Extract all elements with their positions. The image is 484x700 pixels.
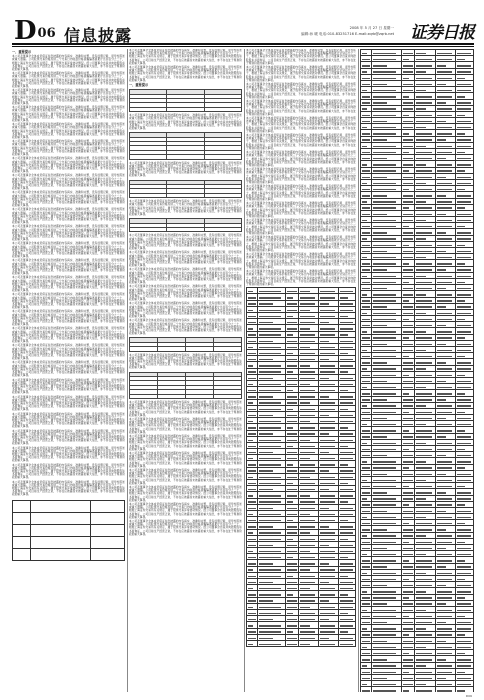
table-cell: [415, 687, 435, 692]
financial-table: [129, 180, 242, 199]
text-column-1: [12, 49, 125, 692]
newspaper-logo: 证券日报: [410, 23, 474, 43]
article-paragraph: 本公司及董事会全体成员保证信息披露的内容真实、准确和完整，没有虚假记载、误导性陈述或重大遗漏。公司股票交易价格连续三个交易日内收盘价格涨幅偏离值累计达到百分之二十，根据上海证券交易所有关规定，属于股票交易异常波动情况。经公司董事会自查并向控股股东书面询证，公司目前生产经营正常，不存在应披露而未披露的重大信息，亦不存在处于筹划阶段的重大事项。: [12, 327, 125, 344]
article-paragraph: 本公司及董事会全体成员保证信息披露的内容真实、准确和完整，没有虚假记载、误导性陈述或重大遗漏。公司股票交易价格连续三个交易日内收盘价格涨幅偏离值累计达到百分之二十，根据上海证券交易所有关规定，属于股票交易异常波动情况。经公司董事会自查并向控股股东书面询证，公司目前生产经营正常，不存在应披露而未披露的重大信息，亦不存在处于筹划阶段的重大事项。: [129, 161, 242, 178]
masthead-rule-thin: [12, 46, 474, 47]
article-paragraph: 本公司及董事会全体成员保证信息披露的内容真实、准确和完整，没有虚假记载、误导性陈述或重大遗漏。公司股票交易价格连续三个交易日内收盘价格涨幅偏离值累计达到百分之二十，根据上海证券交易所有关规定，属于股票交易异常波动情况。经公司董事会自查并向控股股东书面询证，公司目前生产经营正常，不存在应披露而未披露的重大信息，亦不存在处于筹划阶段的重大事项。: [129, 234, 242, 251]
article-paragraph: 本公司及董事会全体成员保证信息披露的内容真实、准确和完整，没有虚假记载、误导性陈述或重大遗漏。公司股票交易价格连续三个交易日内收盘价格涨幅偏离值累计达到百分之二十，根据上海证券交易所有关规定，属于股票交易异常波动情况。经公司董事会自查并向控股股东书面询证，公司目前生产经营正常，不存在应披露而未披露的重大信息，亦不存在处于筹划阶段的重大事项。: [12, 310, 125, 327]
disclosure-table: [12, 500, 125, 561]
article-paragraph: 本公司及董事会全体成员保证信息披露的内容真实、准确和完整，没有虚假记载、误导性陈述或重大遗漏。公司股票交易价格连续三个交易日内收盘价格涨幅偏离值累计达到百分之二十，根据上海证券交易所有关规定，属于股票交易异常波动情况。经公司董事会自查并向控股股东书面询证，公司目前生产经营正常，不存在应披露而未披露的重大信息，亦不存在处于筹划阶段的重大事项。: [129, 268, 242, 285]
article-paragraph: 本公司及董事会全体成员保证信息披露的内容真实、准确和完整，没有虚假记载、误导性陈述或重大遗漏。公司股票交易价格连续三个交易日内收盘价格涨幅偏离值累计达到百分之二十，根据上海证券交易所有关规定，属于股票交易异常波动情况。经公司董事会自查并向控股股东书面询证，公司目前生产经营正常，不存在应披露而未披露的重大信息，亦不存在处于筹划阶段的重大事项。: [129, 520, 242, 536]
article-paragraph: 本公司及董事会全体成员保证信息披露的内容真实、准确和完整，没有虚假记载、误导性陈述或重大遗漏。公司股票交易价格连续三个交易日内收盘价格涨幅偏离值累计达到百分之二十，根据上海证券交易所有关规定，属于股票交易异常波动情况。经公司董事会自查并向控股股东书面询证，公司目前生产经营正常，不存在应披露而未披露的重大信息，亦不存在处于筹划阶段的重大事项。: [129, 469, 242, 485]
article-paragraph: 本公司及董事会全体成员保证信息披露的内容真实、准确和完整，没有虚假记载、误导性陈述或重大遗漏。公司股票交易价格连续三个交易日内收盘价格涨幅偏离值累计达到百分之二十，根据上海证券交易所有关规定，属于股票交易异常波动情况。经公司董事会自查并向控股股东书面询证，公司目前生产经营正常，不存在应披露而未披露的重大信息，亦不存在处于筹划阶段的重大事项。: [129, 400, 242, 417]
table-cell: [372, 687, 401, 692]
table-cell: [286, 640, 299, 646]
article-paragraph: 本公司及董事会全体成员保证信息披露的内容真实、准确和完整，没有虚假记载、误导性陈述或重大遗漏。公司股票交易价格连续三个交易日内收盘价格涨幅偏离值累计达到百分之二十，根据上海证券交易所有关规定，属于股票交易异常波动情况。经公司董事会自查并向控股股东书面询证，公司目前生产经营正常，不存在应披露而未披露的重大信息，亦不存在处于筹划阶段的重大事项。: [246, 185, 356, 201]
article-paragraph: 本公司及董事会全体成员保证信息披露的内容真实、准确和完整，没有虚假记载、误导性陈述或重大遗漏。公司股票交易价格连续三个交易日内收盘价格涨幅偏离值累计达到百分之二十，根据上海证券交易所有关规定，属于股票交易异常波动情况。经公司董事会自查并向控股股东书面询证，公司目前生产经营正常，不存在应披露而未披露的重大信息，亦不存在处于筹划阶段的重大事项。: [12, 208, 125, 225]
article-paragraph: 本公司及董事会全体成员保证信息披露的内容真实、准确和完整，没有虚假记载、误导性陈述或重大遗漏。公司股票交易价格连续三个交易日内收盘价格涨幅偏离值累计达到百分之二十，根据上海证券交易所有关规定，属于股票交易异常波动情况。经公司董事会自查并向控股股东书面询证，公司目前生产经营正常，不存在应披露而未披露的重大信息，亦不存在处于筹划阶段的重大事项。: [129, 302, 242, 319]
article-paragraph: 本公司及董事会全体成员保证信息披露的内容真实、准确和完整，没有虚假记载、误导性陈述或重大遗漏。公司股票交易价格连续三个交易日内收盘价格涨幅偏离值累计达到百分之二十，根据上海证券交易所有关规定，属于股票交易异常波动情况。经公司董事会自查并向控股股东书面询证，公司目前生产经营正常，不存在应披露而未披露的重大信息，亦不存在处于筹划阶段的重大事项。: [129, 486, 242, 502]
article-paragraph: 本公司及董事会全体成员保证信息披露的内容真实、准确和完整，没有虚假记载、误导性陈述或重大遗漏。公司股票交易价格连续三个交易日内收盘价格涨幅偏离值累计达到百分之二十，根据上海证券交易所有关规定，属于股票交易异常波动情况。经公司董事会自查并向控股股东书面询证，公司目前生产经营正常，不存在应披露而未披露的重大信息，亦不存在处于筹划阶段的重大事项。: [246, 49, 356, 65]
article-paragraph: 本公司及董事会全体成员保证信息披露的内容真实、准确和完整，没有虚假记载、误导性陈述或重大遗漏。公司股票交易价格连续三个交易日内收盘价格涨幅偏离值累计达到百分之二十，根据上海证券交易所有关规定，属于股票交易异常波动情况。经公司董事会自查并向控股股东书面询证，公司目前生产经营正常，不存在应披露而未披露的重大信息，亦不存在处于筹划阶段的重大事项。: [129, 200, 242, 216]
article-paragraph: 本公司及董事会全体成员保证信息披露的内容真实、准确和完整，没有虚假记载、误导性陈述或重大遗漏。公司股票交易价格连续三个交易日内收盘价格涨幅偏离值累计达到百分之二十，根据上海证券交易所有关规定，属于股票交易异常波动情况。经公司董事会自查并向控股股东书面询证，公司目前生产经营正常，不存在应披露而未披露的重大信息，亦不存在处于筹划阶段的重大事项。: [129, 503, 242, 519]
masthead: [0, 0, 484, 46]
article-paragraph: 本公司及董事会全体成员保证信息披露的内容真实、准确和完整，没有虚假记载、误导性陈述或重大遗漏。公司股票交易价格连续三个交易日内收盘价格涨幅偏离值累计达到百分之二十，根据上海证券交易所有关规定，属于股票交易异常波动情况。经公司董事会自查并向控股股东书面询证，公司目前生产经营正常，不存在应披露而未披露的重大信息，亦不存在处于筹划阶段的重大事项。: [12, 259, 125, 276]
financial-table: [129, 218, 242, 232]
article-paragraph: 本公司及董事会全体成员保证信息披露的内容真实、准确和完整，没有虚假记载、误导性陈述或重大遗漏。公司股票交易价格连续三个交易日内收盘价格涨幅偏离值累计达到百分之二十，根据上海证券交易所有关规定，属于股票交易异常波动情况。经公司董事会自查并向控股股东书面询证，公司目前生产经营正常，不存在应披露而未披露的重大信息，亦不存在处于筹划阶段的重大事项。: [246, 83, 356, 99]
article-paragraph: 本公司及董事会全体成员保证信息披露的内容真实、准确和完整，没有虚假记载、误导性陈述或重大遗漏。公司股票交易价格连续三个交易日内收盘价格涨幅偏离值累计达到百分之二十，根据上海证券交易所有关规定，属于股票交易异常波动情况。经公司董事会自查并向控股股东书面询证，公司目前生产经营正常，不存在应披露而未披露的重大信息，亦不存在处于筹划阶段的重大事项。: [12, 344, 125, 361]
article-heading: 一、重要提示: [129, 83, 149, 88]
article-paragraph: 本公司及董事会全体成员保证信息披露的内容真实、准确和完整，没有虚假记载、误导性陈述或重大遗漏。公司股票交易价格连续三个交易日内收盘价格涨幅偏离值累计达到百分之二十，根据上海证券交易所有关规定，属于股票交易异常波动情况。经公司董事会自查并向控股股东书面询证，公司目前生产经营正常，不存在应披露而未披露的重大信息，亦不存在处于筹划阶段的重大事项。: [12, 89, 125, 106]
table-cell: [257, 640, 285, 646]
article-paragraph: 本公司及董事会全体成员保证信息披露的内容真实、准确和完整，没有虚假记载、误导性陈述或重大遗漏。公司股票交易价格连续三个交易日内收盘价格涨幅偏离值累计达到百分之二十，根据上海证券交易所有关规定，属于股票交易异常波动情况。经公司董事会自查并向控股股东书面询证，公司目前生产经营正常，不存在应披露而未披露的重大信息，亦不存在处于筹划阶段的重大事项。: [12, 242, 125, 259]
table-cell: [435, 687, 455, 692]
masthead-rule: [12, 43, 474, 45]
editor-contact: 编辑:孙 暖 电话:010-83251716 E-mail:zqrb@zqrb.net: [301, 32, 394, 36]
article-paragraph: 本公司及董事会全体成员保证信息披露的内容真实、准确和完整，没有虚假记载、误导性陈述或重大遗漏。公司股票交易价格连续三个交易日内收盘价格涨幅偏离值累计达到百分之二十，根据上海证券交易所有关规定，属于股票交易异常波动情况。经公司董事会自查并向控股股东书面询证，公司目前生产经营正常，不存在应披露而未披露的重大信息，亦不存在处于筹划阶段的重大事项。: [12, 276, 125, 293]
article-paragraph: 本公司及董事会全体成员保证信息披露的内容真实、准确和完整，没有虚假记载、误导性陈述或重大遗漏。公司股票交易价格连续三个交易日内收盘价格涨幅偏离值累计达到百分之二十，根据上海证券交易所有关规定，属于股票交易异常波动情况。经公司董事会自查并向控股股东书面询证，公司目前生产经营正常，不存在应披露而未披露的重大信息，亦不存在处于筹划阶段的重大事项。: [12, 395, 125, 412]
article-paragraph: 本公司及董事会全体成员保证信息披露的内容真实、准确和完整，没有虚假记载、误导性陈述或重大遗漏。公司股票交易价格连续三个交易日内收盘价格涨幅偏离值累计达到百分之二十，根据上海证券交易所有关规定，属于股票交易异常波动情况。经公司董事会自查并向控股股东书面询证，公司目前生产经营正常，不存在应披露而未披露的重大信息，亦不存在处于筹划阶段的重大事项。: [129, 285, 242, 302]
financial-table: [129, 89, 242, 112]
article-paragraph: 本公司及董事会全体成员保证信息披露的内容真实、准确和完整，没有虚假记载、误导性陈述或重大遗漏。公司股票交易价格连续三个交易日内收盘价格涨幅偏离值累计达到百分之二十，根据上海证券交易所有关规定，属于股票交易异常波动情况。经公司董事会自查并向控股股东书面询证，公司目前生产经营正常，不存在应披露而未披露的重大信息，亦不存在处于筹划阶段的重大事项。: [129, 451, 242, 468]
article-paragraph: 本公司及董事会全体成员保证信息披露的内容真实、准确和完整，没有虚假记载、误导性陈述或重大遗漏。公司股票交易价格连续三个交易日内收盘价格涨幅偏离值累计达到百分之二十，根据上海证券交易所有关规定，属于股票交易异常波动情况。经公司董事会自查并向控股股东书面询证，公司目前生产经营正常，不存在应披露而未披露的重大信息，亦不存在处于筹划阶段的重大事项。: [246, 100, 356, 116]
text-column-3: [246, 49, 356, 692]
article-paragraph: 本公司及董事会全体成员保证信息披露的内容真实、准确和完整，没有虚假记载、误导性陈述或重大遗漏。公司股票交易价格连续三个交易日内收盘价格涨幅偏离值累计达到百分之二十，根据上海证券交易所有关规定，属于股票交易异常波动情况。经公司董事会自查并向控股股东书面询证，公司目前生产经营正常，不存在应披露而未披露的重大信息，亦不存在处于筹划阶段的重大事项。: [246, 134, 356, 150]
article-paragraph: 本公司及董事会全体成员保证信息披露的内容真实、准确和完整，没有虚假记载、误导性陈述或重大遗漏。公司股票交易价格连续三个交易日内收盘价格涨幅偏离值累计达到百分之二十，根据上海证券交易所有关规定，属于股票交易异常波动情况。经公司董事会自查并向控股股东书面询证，公司目前生产经营正常，不存在应披露而未披露的重大信息，亦不存在处于筹划阶段的重大事项。: [12, 412, 125, 429]
article-paragraph: 本公司及董事会全体成员保证信息披露的内容真实、准确和完整，没有虚假记载、误导性陈述或重大遗漏。公司股票交易价格连续三个交易日内收盘价格涨幅偏离值累计达到百分之二十，根据上海证券交易所有关规定，属于股票交易异常波动情况。经公司董事会自查并向控股股东书面询证，公司目前生产经营正常，不存在应披露而未披露的重大信息，亦不存在处于筹划阶段的重大事项。: [12, 429, 125, 446]
article-paragraph: 本公司及董事会全体成员保证信息披露的内容真实、准确和完整，没有虚假记载、误导性陈述或重大遗漏。公司股票交易价格连续三个交易日内收盘价格涨幅偏离值累计达到百分之二十，根据上海证券交易所有关规定，属于股票交易异常波动情况。经公司董事会自查并向控股股东书面询证，公司目前生产经营正常，不存在应披露而未披露的重大信息，亦不存在处于筹划阶段的重大事项。: [246, 117, 356, 133]
table-cell: [361, 687, 372, 692]
table-cell: [318, 640, 338, 646]
article-paragraph: 本公司及董事会全体成员保证信息披露的内容真实、准确和完整，没有虚假记载、误导性陈述或重大遗漏。公司股票交易价格连续三个交易日内收盘价格涨幅偏离值累计达到百分之二十，根据上海证券交易所有关规定，属于股票交易异常波动情况。经公司董事会自查并向控股股东书面询证，公司目前生产经营正常，不存在应披露而未披露的重大信息，亦不存在处于筹划阶段的重大事项。: [12, 293, 125, 310]
article-paragraph: 本公司及董事会全体成员保证信息披露的内容真实、准确和完整，没有虚假记载、误导性陈述或重大遗漏。公司股票交易价格连续三个交易日内收盘价格涨幅偏离值累计达到百分之二十，根据上海证券交易所有关规定，属于股票交易异常波动情况。经公司董事会自查并向控股股东书面询证，公司目前生产经营正常，不存在应披露而未披露的重大信息，亦不存在处于筹划阶段的重大事项。: [12, 174, 125, 191]
holdings-table: [360, 49, 474, 692]
article-paragraph: 本公司及董事会全体成员保证信息披露的内容真实、准确和完整，没有虚假记载、误导性陈述或重大遗漏。公司股票交易价格连续三个交易日内收盘价格涨幅偏离值累计达到百分之二十，根据上海证券交易所有关规定，属于股票交易异常波动情况。经公司董事会自查并向控股股东书面询证，公司目前生产经营正常，不存在应披露而未披露的重大信息，亦不存在处于筹划阶段的重大事项。: [246, 151, 356, 167]
column-divider: [244, 49, 245, 692]
article-paragraph: 本公司及董事会全体成员保证信息披露的内容真实、准确和完整，没有虚假记载、误导性陈述或重大遗漏。公司股票交易价格连续三个交易日内收盘价格涨幅偏离值累计达到百分之二十，根据上海证券交易所有关规定，属于股票交易异常波动情况。经公司董事会自查并向控股股东书面询证，公司目前生产经营正常，不存在应披露而未披露的重大信息，亦不存在处于筹划阶段的重大事项。: [12, 72, 125, 89]
article-paragraph: 本公司及董事会全体成员保证信息披露的内容真实、准确和完整，没有虚假记载、误导性陈述或重大遗漏。公司股票交易价格连续三个交易日内收盘价格涨幅偏离值累计达到百分之二十，根据上海证券交易所有关规定，属于股票交易异常波动情况。经公司董事会自查并向控股股东书面询证，公司目前生产经营正常，不存在应披露而未披露的重大信息，亦不存在处于筹划阶段的重大事项。: [246, 219, 356, 235]
article-paragraph: 本公司及董事会全体成员保证信息披露的内容真实、准确和完整，没有虚假记载、误导性陈述或重大遗漏。公司股票交易价格连续三个交易日内收盘价格涨幅偏离值累计达到百分之二十，根据上海证券交易所有关规定，属于股票交易异常波动情况。经公司董事会自查并向控股股东书面询证，公司目前生产经营正常，不存在应披露而未披露的重大信息，亦不存在处于筹划阶段的重大事项。: [129, 49, 242, 65]
page-number: D06: [14, 16, 56, 46]
table-cell: [247, 640, 258, 646]
table-row: [247, 640, 356, 646]
article-paragraph: 本公司及董事会全体成员保证信息披露的内容真实、准确和完整，没有虚假记载、误导性陈述或重大遗漏。公司股票交易价格连续三个交易日内收盘价格涨幅偏离值累计达到百分之二十，根据上海证券交易所有关规定，属于股票交易异常波动情况。经公司董事会自查并向控股股东书面询证，公司目前生产经营正常，不存在应披露而未披露的重大信息，亦不存在处于筹划阶段的重大事项。: [129, 434, 242, 451]
article-paragraph: 本公司及董事会全体成员保证信息披露的内容真实、准确和完整，没有虚假记载、误导性陈述或重大遗漏。公司股票交易价格连续三个交易日内收盘价格涨幅偏离值累计达到百分之二十，根据上海证券交易所有关规定，属于股票交易异常波动情况。经公司董事会自查并向控股股东书面询证，公司目前生产经营正常，不存在应披露而未披露的重大信息，亦不存在处于筹划阶段的重大事项。: [246, 168, 356, 184]
table-cell: [401, 687, 415, 692]
article-paragraph: 本公司及董事会全体成员保证信息披露的内容真实、准确和完整，没有虚假记载、误导性陈述或重大遗漏。公司股票交易价格连续三个交易日内收盘价格涨幅偏离值累计达到百分之二十，根据上海证券交易所有关规定，属于股票交易异常波动情况。经公司董事会自查并向控股股东书面询证，公司目前生产经营正常，不存在应披露而未披露的重大信息，亦不存在处于筹划阶段的重大事项。: [12, 225, 125, 242]
article-paragraph: 本公司及董事会全体成员保证信息披露的内容真实、准确和完整，没有虚假记载、误导性陈述或重大遗漏。公司股票交易价格连续三个交易日内收盘价格涨幅偏离值累计达到百分之二十，根据上海证券交易所有关规定，属于股票交易异常波动情况。经公司董事会自查并向控股股东书面询证，公司目前生产经营正常，不存在应披露而未披露的重大信息，亦不存在处于筹划阶段的重大事项。: [246, 270, 356, 287]
article-paragraph: 本公司及董事会全体成员保证信息披露的内容真实、准确和完整，没有虚假记载、误导性陈述或重大遗漏。公司股票交易价格连续三个交易日内收盘价格涨幅偏离值累计达到百分之二十，根据上海证券交易所有关规定，属于股票交易异常波动情况。经公司董事会自查并向控股股东书面询证，公司目前生产经营正常，不存在应披露而未披露的重大信息，亦不存在处于筹划阶段的重大事项。: [129, 319, 242, 336]
table-cell: [455, 687, 473, 692]
article-paragraph: 本公司及董事会全体成员保证信息披露的内容真实、准确和完整，没有虚假记载、误导性陈述或重大遗漏。公司股票交易价格连续三个交易日内收盘价格涨幅偏离值累计达到百分之二十，根据上海证券交易所有关规定，属于股票交易异常波动情况。经公司董事会自查并向控股股东书面询证，公司目前生产经营正常，不存在应披露而未披露的重大信息，亦不存在处于筹划阶段的重大事项。: [12, 55, 125, 72]
text-column-4: [360, 49, 474, 692]
column-divider: [358, 49, 359, 692]
article-paragraph: 本公司及董事会全体成员保证信息披露的内容真实、准确和完整，没有虚假记载、误导性陈述或重大遗漏。公司股票交易价格连续三个交易日内收盘价格涨幅偏离值累计达到百分之二十，根据上海证券交易所有关规定，属于股票交易异常波动情况。经公司董事会自查并向控股股东书面询证，公司目前生产经营正常，不存在应披露而未披露的重大信息，亦不存在处于筹划阶段的重大事项。: [12, 191, 125, 208]
footer-page-number: D06: [465, 694, 472, 698]
article-paragraph: 本公司及董事会全体成员保证信息披露的内容真实、准确和完整，没有虚假记载、误导性陈述或重大遗漏。公司股票交易价格连续三个交易日内收盘价格涨幅偏离值累计达到百分之二十，根据上海证券交易所有关规定，属于股票交易异常波动情况。经公司董事会自查并向控股股东书面询证，公司目前生产经营正常，不存在应披露而未披露的重大信息，亦不存在处于筹划阶段的重大事项。: [129, 114, 242, 130]
article-paragraph: 本公司及董事会全体成员保证信息披露的内容真实、准确和完整，没有虚假记载、误导性陈述或重大遗漏。公司股票交易价格连续三个交易日内收盘价格涨幅偏离值累计达到百分之二十，根据上海证券交易所有关规定，属于股票交易异常波动情况。经公司董事会自查并向控股股东书面询证，公司目前生产经营正常，不存在应披露而未披露的重大信息，亦不存在处于筹划阶段的重大事项。: [12, 378, 125, 395]
article-paragraph: 本公司及董事会全体成员保证信息披露的内容真实、准确和完整，没有虚假记载、误导性陈述或重大遗漏。公司股票交易价格连续三个交易日内收盘价格涨幅偏离值累计达到百分之二十，根据上海证券交易所有关规定，属于股票交易异常波动情况。经公司董事会自查并向控股股东书面询证，公司目前生产经营正常，不存在应披露而未披露的重大信息，亦不存在处于筹划阶段的重大事项。: [246, 236, 356, 252]
column-divider: [127, 49, 128, 692]
article-paragraph: 本公司及董事会全体成员保证信息披露的内容真实、准确和完整，没有虚假记载、误导性陈述或重大遗漏。公司股票交易价格连续三个交易日内收盘价格涨幅偏离值累计达到百分之二十，根据上海证券交易所有关规定，属于股票交易异常波动情况。经公司董事会自查并向控股股东书面询证，公司目前生产经营正常，不存在应披露而未披露的重大信息，亦不存在处于筹划阶段的重大事项。: [12, 463, 125, 480]
holdings-table: [246, 287, 356, 647]
article-paragraph: 本公司及董事会全体成员保证信息披露的内容真实、准确和完整，没有虚假记载、误导性陈述或重大遗漏。公司股票交易价格连续三个交易日内收盘价格涨幅偏离值累计达到百分之二十，根据上海证券交易所有关规定，属于股票交易异常波动情况。经公司董事会自查并向控股股东书面询证，公司目前生产经营正常，不存在应披露而未披露的重大信息，亦不存在处于筹划阶段的重大事项。: [246, 253, 356, 269]
table-cell: [338, 640, 355, 646]
article-paragraph: 本公司及董事会全体成员保证信息披露的内容真实、准确和完整，没有虚假记载、误导性陈述或重大遗漏。公司股票交易价格连续三个交易日内收盘价格涨幅偏离值累计达到百分之二十，根据上海证券交易所有关规定，属于股票交易异常波动情况。经公司董事会自查并向控股股东书面询证，公司目前生产经营正常，不存在应披露而未披露的重大信息，亦不存在处于筹划阶段的重大事项。: [12, 361, 125, 378]
article-paragraph: 本公司及董事会全体成员保证信息披露的内容真实、准确和完整，没有虚假记载、误导性陈述或重大遗漏。公司股票交易价格连续三个交易日内收盘价格涨幅偏离值累计达到百分之二十，根据上海证券交易所有关规定，属于股票交易异常波动情况。经公司董事会自查并向控股股东书面询证，公司目前生产经营正常，不存在应披露而未披露的重大信息，亦不存在处于筹划阶段的重大事项。: [129, 251, 242, 268]
table-row: [361, 687, 474, 692]
financial-table: [129, 337, 242, 351]
article-paragraph: 本公司及董事会全体成员保证信息披露的内容真实、准确和完整，没有虚假记载、误导性陈述或重大遗漏。公司股票交易价格连续三个交易日内收盘价格涨幅偏离值累计达到百分之二十，根据上海证券交易所有关规定，属于股票交易异常波动情况。经公司董事会自查并向控股股东书面询证，公司目前生产经营正常，不存在应披露而未披露的重大信息，亦不存在处于筹划阶段的重大事项。: [12, 157, 125, 174]
article-paragraph: 本公司及董事会全体成员保证信息披露的内容真实、准确和完整，没有虚假记载、误导性陈述或重大遗漏。公司股票交易价格连续三个交易日内收盘价格涨幅偏离值累计达到百分之二十，根据上海证券交易所有关规定，属于股票交易异常波动情况。经公司董事会自查并向控股股东书面询证，公司目前生产经营正常，不存在应披露而未披露的重大信息，亦不存在处于筹划阶段的重大事项。: [129, 417, 242, 434]
article-paragraph: 本公司及董事会全体成员保证信息披露的内容真实、准确和完整，没有虚假记载、误导性陈述或重大遗漏。公司股票交易价格连续三个交易日内收盘价格涨幅偏离值累计达到百分之二十，根据上海证券交易所有关规定，属于股票交易异常波动情况。经公司董事会自查并向控股股东书面询证，公司目前生产经营正常，不存在应披露而未披露的重大信息，亦不存在处于筹划阶段的重大事项。: [12, 480, 125, 497]
article-paragraph: 本公司及董事会全体成员保证信息披露的内容真实、准确和完整，没有虚假记载、误导性陈述或重大遗漏。公司股票交易价格连续三个交易日内收盘价格涨幅偏离值累计达到百分之二十，根据上海证券交易所有关规定，属于股票交易异常波动情况。经公司董事会自查并向控股股东书面询证，公司目前生产经营正常，不存在应披露而未披露的重大信息，亦不存在处于筹划阶段的重大事项。: [246, 202, 356, 218]
issue-date: 2008 年 5 月 27 日 星期一: [349, 26, 394, 30]
financial-table: [129, 132, 242, 159]
article-paragraph: 本公司及董事会全体成员保证信息披露的内容真实、准确和完整，没有虚假记载、误导性陈述或重大遗漏。公司股票交易价格连续三个交易日内收盘价格涨幅偏离值累计达到百分之二十，根据上海证券交易所有关规定，属于股票交易异常波动情况。经公司董事会自查并向控股股东书面询证，公司目前生产经营正常，不存在应披露而未披露的重大信息，亦不存在处于筹划阶段的重大事项。: [129, 66, 242, 82]
article-paragraph: 本公司及董事会全体成员保证信息披露的内容真实、准确和完整，没有虚假记载、误导性陈述或重大遗漏。公司股票交易价格连续三个交易日内收盘价格涨幅偏离值累计达到百分之二十，根据上海证券交易所有关规定，属于股票交易异常波动情况。经公司董事会自查并向控股股东书面询证，公司目前生产经营正常，不存在应披露而未披露的重大信息，亦不存在处于筹划阶段的重大事项。: [12, 446, 125, 463]
financial-table: [129, 372, 242, 399]
article-paragraph: 本公司及董事会全体成员保证信息披露的内容真实、准确和完整，没有虚假记载、误导性陈述或重大遗漏。公司股票交易价格连续三个交易日内收盘价格涨幅偏离值累计达到百分之二十，根据上海证券交易所有关规定，属于股票交易异常波动情况。经公司董事会自查并向控股股东书面询证，公司目前生产经营正常，不存在应披露而未披露的重大信息，亦不存在处于筹划阶段的重大事项。: [12, 123, 125, 140]
article-paragraph: 本公司及董事会全体成员保证信息披露的内容真实、准确和完整，没有虚假记载、误导性陈述或重大遗漏。公司股票交易价格连续三个交易日内收盘价格涨幅偏离值累计达到百分之二十，根据上海证券交易所有关规定，属于股票交易异常波动情况。经公司董事会自查并向控股股东书面询证，公司目前生产经营正常，不存在应披露而未披露的重大信息，亦不存在处于筹划阶段的重大事项。: [12, 140, 125, 157]
article-paragraph: 本公司及董事会全体成员保证信息披露的内容真实、准确和完整，没有虚假记载、误导性陈述或重大遗漏。公司股票交易价格连续三个交易日内收盘价格涨幅偏离值累计达到百分之二十，根据上海证券交易所有关规定，属于股票交易异常波动情况。经公司董事会自查并向控股股东书面询证，公司目前生产经营正常，不存在应披露而未披露的重大信息，亦不存在处于筹划阶段的重大事项。: [246, 66, 356, 82]
section-title: 信息披露: [64, 26, 133, 45]
article-paragraph: 本公司及董事会全体成员保证信息披露的内容真实、准确和完整，没有虚假记载、误导性陈述或重大遗漏。公司股票交易价格连续三个交易日内收盘价格涨幅偏离值累计达到百分之二十，根据上海证券交易所有关规定，属于股票交易异常波动情况。经公司董事会自查并向控股股东书面询证，公司目前生产经营正常，不存在应披露而未披露的重大信息，亦不存在处于筹划阶段的重大事项。: [12, 106, 125, 123]
article-heading: 一、重要提示: [12, 50, 32, 54]
text-column-2: [129, 49, 242, 692]
table-cell: [299, 640, 319, 646]
article-paragraph: 本公司及董事会全体成员保证信息披露的内容真实、准确和完整，没有虚假记载、误导性陈述或重大遗漏。公司股票交易价格连续三个交易日内收盘价格涨幅偏离值累计达到百分之二十，根据上海证券交易所有关规定，属于股票交易异常波动情况。经公司董事会自查并向控股股东书面询证，公司目前生产经营正常，不存在应披露而未披露的重大信息，亦不存在处于筹划阶段的重大事项。: [129, 353, 242, 370]
